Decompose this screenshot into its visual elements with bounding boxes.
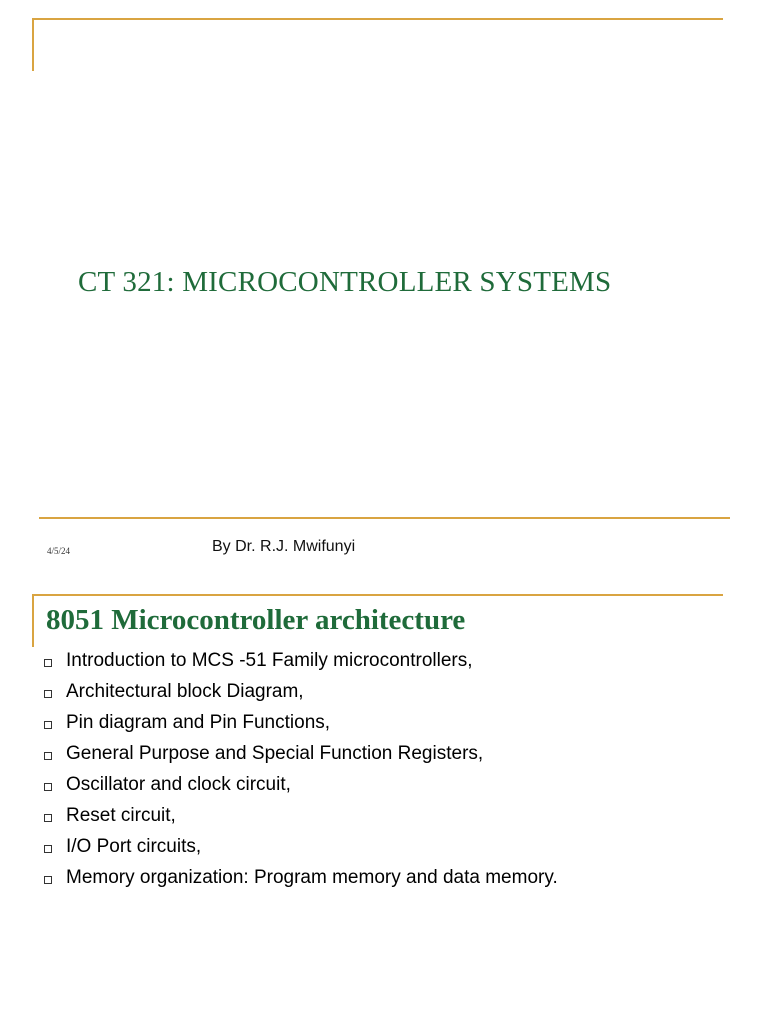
list-item-text: Reset circuit, — [66, 804, 176, 826]
hollow-square-bullet-icon — [44, 690, 52, 698]
hollow-square-bullet-icon — [44, 814, 52, 822]
slide-title: CT 321: MICROCONTROLLER SYSTEMS — [78, 266, 612, 298]
list-item — [44, 800, 558, 831]
list-item-text: General Purpose and Special Function Registers, — [66, 742, 484, 764]
list-item — [44, 707, 558, 738]
list-item-text: Memory organization: Program memory and data memory. — [66, 866, 558, 888]
hollow-square-bullet-icon — [44, 721, 52, 729]
list-item — [44, 769, 558, 800]
list-item — [44, 676, 558, 707]
list-item — [44, 831, 558, 862]
slide-author: By Dr. R.J. Mwifunyi — [212, 538, 356, 555]
slide1-footer-rule — [39, 517, 730, 519]
list-item-text: Oscillator and clock circuit, — [66, 773, 291, 795]
list-item — [44, 738, 558, 769]
list-item — [44, 862, 558, 893]
hollow-square-bullet-icon — [44, 876, 52, 884]
list-item-text: Architectural block Diagram, — [66, 680, 304, 702]
hollow-square-bullet-icon — [44, 783, 52, 791]
topic-list — [44, 645, 558, 893]
section-heading: 8051 Microcontroller architecture — [46, 604, 466, 636]
list-item-text: Pin diagram and Pin Functions, — [66, 711, 331, 733]
slide1-top-rule — [32, 18, 723, 20]
slide2-top-rule — [32, 594, 723, 596]
slide1-left-rule — [32, 18, 34, 71]
slide2-left-rule — [32, 594, 34, 647]
list-item-text: Introduction to MCS -51 Family microcontrollers, — [66, 649, 473, 671]
hollow-square-bullet-icon — [44, 845, 52, 853]
hollow-square-bullet-icon — [44, 752, 52, 760]
list-item-text: I/O Port circuits, — [66, 835, 202, 857]
hollow-square-bullet-icon — [44, 659, 52, 667]
list-item — [44, 645, 558, 676]
slide-date: 4/5/24 — [47, 546, 71, 556]
